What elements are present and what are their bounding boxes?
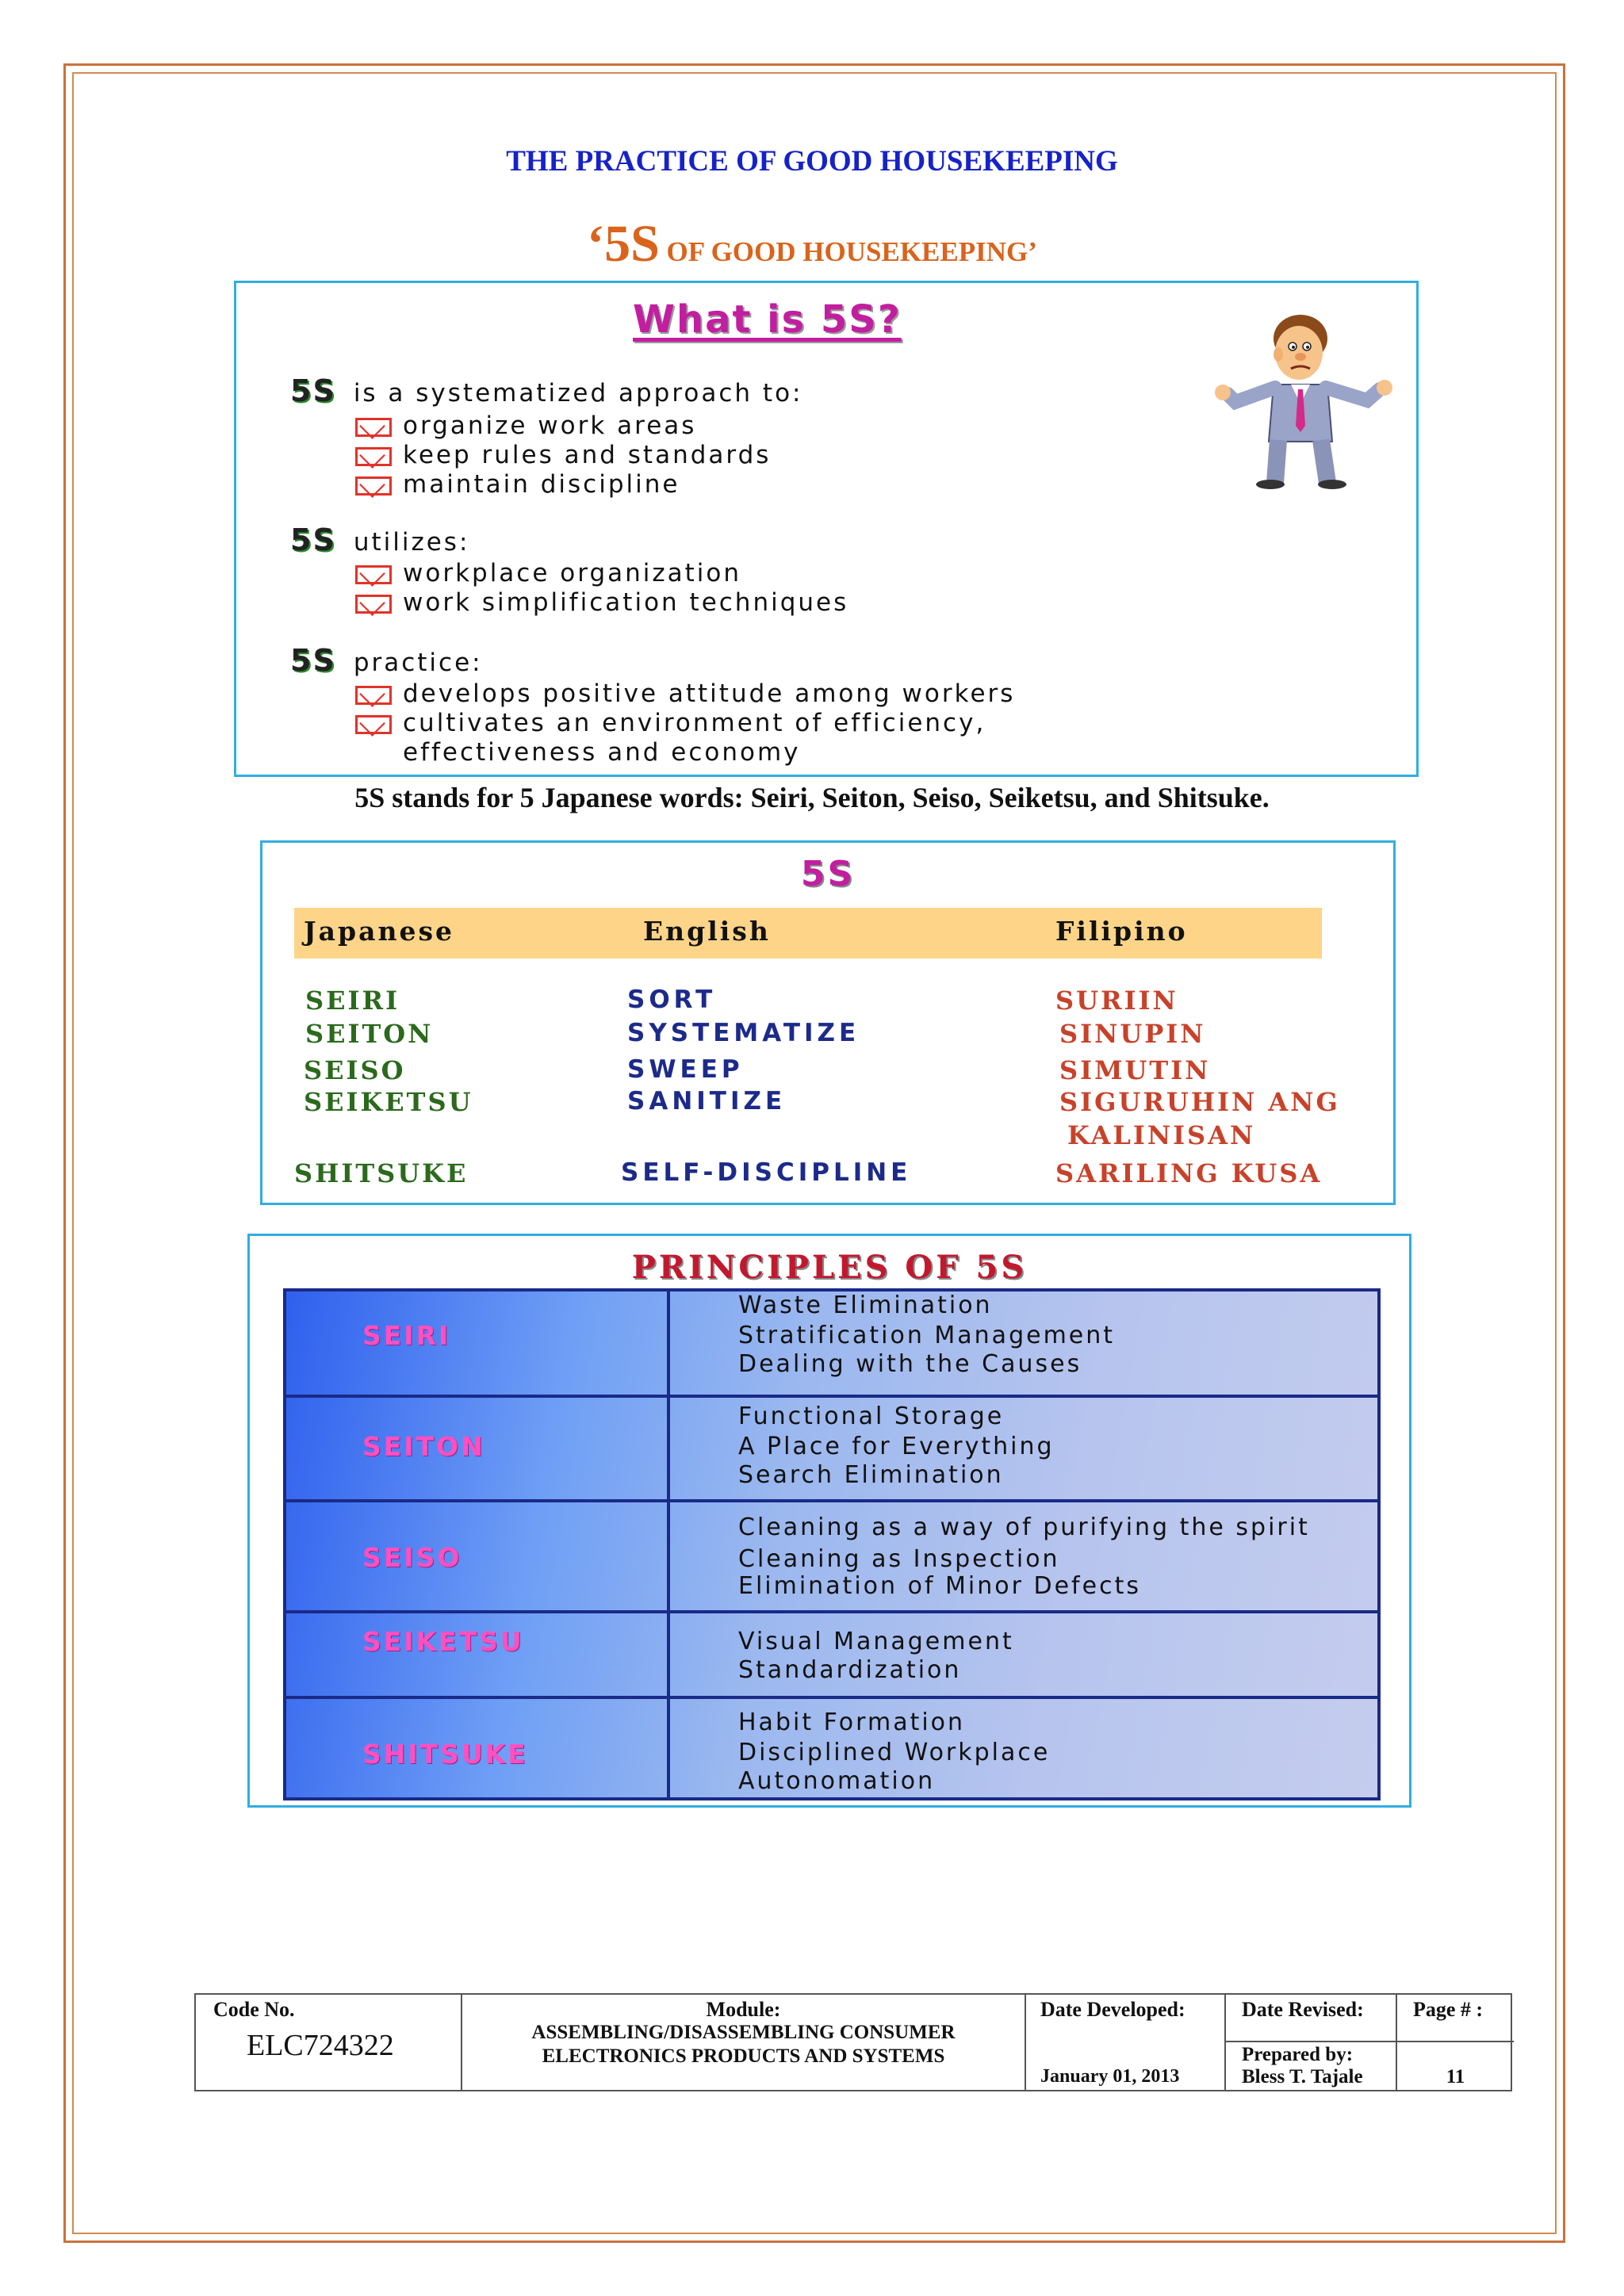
cell-filipino-continuation: KALINISAN bbox=[1067, 1120, 1256, 1150]
principles-heading: PRINCIPLES OF 5S bbox=[631, 1249, 1028, 1286]
principle-name: SEISO bbox=[362, 1542, 462, 1573]
list-item: keep rules and standards bbox=[355, 441, 771, 469]
principle-item: Cleaning as a way of purifying the spirit bbox=[738, 1513, 1310, 1541]
principle-name: SEITON bbox=[362, 1431, 485, 1462]
document-title: THE PRACTICE OF GOOD HOUSEKEEPING bbox=[506, 145, 1118, 178]
cell-japanese: SEITON bbox=[305, 1019, 434, 1049]
footer-inner-divider bbox=[1397, 2041, 1514, 2042]
revised-label: Date Revised: bbox=[1242, 1998, 1364, 2021]
cell-english: SELF-DISCIPLINE bbox=[621, 1158, 912, 1187]
cell-english: SORT bbox=[627, 985, 717, 1014]
principles-table bbox=[283, 1288, 1381, 1800]
prepared-value: Bless T. Tajale bbox=[1242, 2066, 1363, 2087]
envelope-icon bbox=[355, 447, 392, 466]
cell-english: SWEEP bbox=[627, 1055, 744, 1084]
cell-japanese: SHITSUKE bbox=[294, 1158, 469, 1188]
row-divider bbox=[286, 1696, 1377, 1699]
page-number: 11 bbox=[1446, 2066, 1465, 2087]
principle-item: Standardization bbox=[738, 1656, 962, 1684]
header-filipino: Filipino bbox=[1055, 916, 1188, 947]
cell-english: SANITIZE bbox=[627, 1087, 787, 1115]
5s-table-header bbox=[294, 908, 1322, 959]
code-value: ELC724322 bbox=[247, 2029, 394, 2062]
document-subtitle bbox=[0, 214, 1624, 274]
principle-name: SEIRI bbox=[362, 1320, 451, 1351]
subtitle-rest: OF GOOD HOUSEKEEPING’ bbox=[659, 236, 1037, 267]
what-is-5s-panel bbox=[234, 281, 1419, 777]
list-item: develops positive attitude among workers bbox=[355, 679, 1015, 708]
principle-item: Elimination of Minor Defects bbox=[738, 1572, 1141, 1600]
document-footer bbox=[194, 1993, 1512, 2091]
code-label: Code No. bbox=[213, 1998, 295, 2021]
cell-filipino: SINUPIN bbox=[1059, 1019, 1206, 1049]
cell-english: SYSTEMATIZE bbox=[627, 1019, 860, 1047]
column-divider bbox=[667, 1292, 670, 1797]
footer-page-cell bbox=[1397, 1995, 1514, 2090]
principle-item: Waste Elimination bbox=[738, 1292, 993, 1319]
footer-inner-divider bbox=[1226, 2041, 1396, 2042]
footer-developed-cell bbox=[1026, 1995, 1226, 2090]
cell-filipino: SURIIN bbox=[1055, 985, 1178, 1016]
principle-name: SHITSUKE bbox=[362, 1739, 528, 1770]
principle-item: Habit Formation bbox=[738, 1709, 966, 1736]
principle-item: Autonomation bbox=[738, 1767, 936, 1795]
principle-name: SEIKETSU bbox=[362, 1626, 524, 1657]
module-line-2: ELECTRONICS PRODUCTS AND SYSTEMS bbox=[542, 2045, 945, 2067]
header-english: English bbox=[643, 916, 771, 947]
cell-filipino: SIGURUHIN ANG bbox=[1059, 1087, 1340, 1117]
principle-item: Dealing with the Causes bbox=[738, 1350, 1082, 1378]
footer-module-cell bbox=[462, 1995, 1026, 2090]
principle-item: Functional Storage bbox=[738, 1402, 1005, 1430]
footer-revised-cell bbox=[1226, 1995, 1397, 2090]
cell-filipino: SIMUTIN bbox=[1059, 1055, 1211, 1085]
principle-item: Stratification Management bbox=[738, 1322, 1116, 1349]
list-item: workplace organization bbox=[355, 559, 741, 587]
cell-japanese: SEIKETSU bbox=[304, 1087, 473, 1117]
list-item: organize work areas bbox=[355, 411, 696, 440]
list-item: cultivates an environment of efficiency, bbox=[355, 709, 986, 737]
cell-filipino: SARILING KUSA bbox=[1055, 1158, 1323, 1188]
envelope-icon bbox=[355, 595, 392, 614]
list-item: maintain discipline bbox=[355, 470, 680, 499]
envelope-icon bbox=[355, 476, 392, 496]
principles-panel bbox=[247, 1234, 1411, 1808]
envelope-icon bbox=[355, 565, 392, 584]
developed-label: Date Developed: bbox=[1040, 1998, 1185, 2021]
module-line-1: ASSEMBLING/DISASSEMBLING CONSUMER bbox=[531, 2022, 956, 2043]
group-1-lead: 5S is a systematized approach to: bbox=[290, 373, 803, 408]
5s-table-heading: 5S bbox=[800, 854, 856, 894]
cartoon-man-illustration bbox=[1212, 307, 1402, 489]
group-3-lead: 5S practice: bbox=[290, 643, 483, 678]
principle-item: Cleaning as Inspection bbox=[738, 1545, 1060, 1573]
5s-table-panel bbox=[260, 840, 1396, 1205]
row-divider bbox=[286, 1499, 1377, 1502]
list-item: work simplification techniques bbox=[355, 588, 848, 617]
cell-japanese: SEISO bbox=[304, 1055, 406, 1085]
envelope-icon bbox=[355, 715, 392, 734]
header-japanese: Japanese bbox=[304, 916, 455, 947]
row-divider bbox=[286, 1395, 1377, 1398]
principle-item: Search Elimination bbox=[738, 1461, 1004, 1489]
stands-for-text: 5S stands for 5 Japanese words: Seiri, Seiton, Seiso, Seiketsu, and Shitsuke. bbox=[354, 782, 1270, 813]
list-item-continuation: effectiveness and economy bbox=[403, 738, 801, 767]
developed-value: January 01, 2013 bbox=[1040, 2066, 1180, 2087]
envelope-icon bbox=[355, 686, 392, 705]
group-2-lead: 5S utilizes: bbox=[290, 522, 470, 557]
what-is-5s-heading: What is 5S? bbox=[633, 297, 902, 342]
principle-item: Visual Management bbox=[738, 1628, 1014, 1655]
row-divider bbox=[286, 1610, 1377, 1613]
module-label: Module: bbox=[706, 1998, 781, 2021]
principle-item: A Place for Everything bbox=[738, 1433, 1055, 1460]
principle-item: Disciplined Workplace bbox=[738, 1739, 1051, 1766]
footer-code-cell bbox=[196, 1995, 462, 2090]
subtitle-5s: ‘5S bbox=[587, 215, 660, 273]
cell-japanese: SEIRI bbox=[305, 985, 400, 1016]
prepared-label: Prepared by: bbox=[1242, 2044, 1354, 2065]
page-label: Page # : bbox=[1413, 1998, 1484, 2021]
envelope-icon bbox=[355, 418, 392, 437]
